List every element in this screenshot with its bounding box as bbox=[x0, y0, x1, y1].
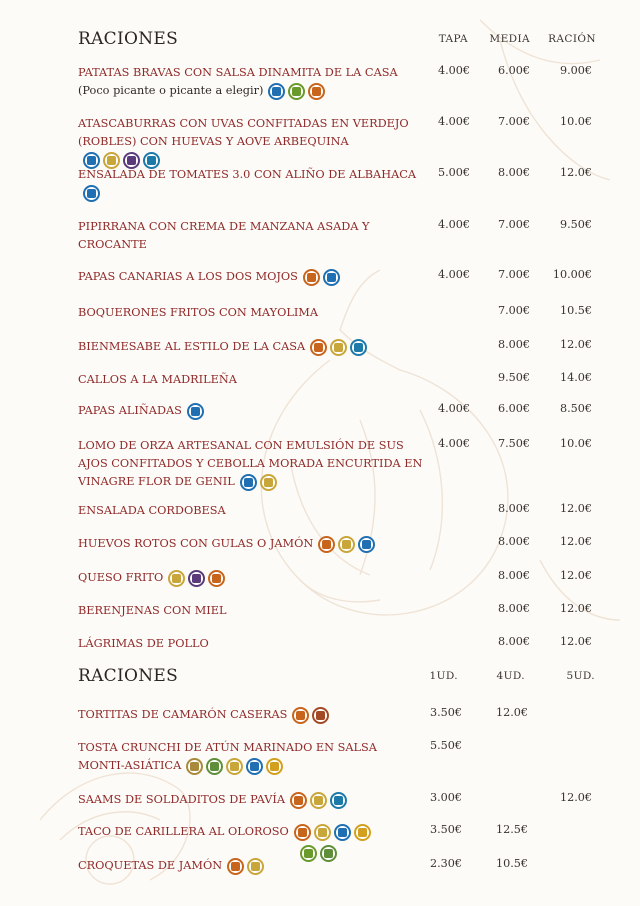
price-racion: 10.0€ bbox=[559, 437, 592, 450]
price-tapa: 4.00€ bbox=[437, 437, 470, 450]
menu-item-note: (Poco picante o picante a elegir) bbox=[78, 84, 264, 97]
price-media: 7.00€ bbox=[497, 304, 530, 317]
spicy-icon bbox=[294, 824, 311, 841]
mustard-icon bbox=[266, 758, 283, 775]
gluten-free-icon bbox=[240, 474, 257, 491]
gluten-free-icon bbox=[323, 269, 340, 286]
menu-item bbox=[78, 268, 423, 286]
menu-item bbox=[78, 402, 423, 420]
price-racion: 9.50€ bbox=[559, 218, 592, 231]
crustacean-icon bbox=[312, 707, 329, 724]
allergen-icons bbox=[186, 758, 283, 775]
gluten-free-icon bbox=[246, 758, 263, 775]
gluten-free-icon bbox=[83, 185, 100, 202]
col-header-5ud: 5UD. bbox=[566, 670, 595, 682]
menu-item-name: ENSALADA CORDOBESA bbox=[78, 504, 226, 517]
price-tapa: 4.00€ bbox=[437, 64, 470, 77]
gluten-free-icon bbox=[187, 403, 204, 420]
price-media: 6.00€ bbox=[497, 402, 530, 415]
menu-item bbox=[78, 535, 423, 553]
allergen-icons bbox=[290, 792, 347, 809]
egg-icon bbox=[338, 536, 355, 553]
menu-item-name: PAPAS ALIÑADAS bbox=[78, 404, 182, 417]
price-tapa: 4.00€ bbox=[437, 218, 470, 231]
menu-item bbox=[78, 739, 423, 775]
spicy-icon bbox=[303, 269, 320, 286]
price-tapa: 4.00€ bbox=[437, 115, 470, 128]
allergen-icons bbox=[303, 269, 340, 286]
menu-item bbox=[78, 502, 423, 520]
soy-icon bbox=[186, 758, 203, 775]
menu-item bbox=[78, 857, 423, 875]
price-racion: 12.0€ bbox=[559, 535, 592, 548]
price-racion: 10.00€ bbox=[552, 268, 592, 281]
price-media: 8.00€ bbox=[497, 338, 530, 351]
price-tapa: 4.00€ bbox=[437, 268, 470, 281]
menu-item-name: TOSTA CRUNCHI DE ATÚN MARINADO EN SALSA MONTI-ASIÁTICA bbox=[78, 741, 377, 772]
price-1ud: 3.00€ bbox=[429, 791, 462, 804]
price-media: 7.50€ bbox=[497, 437, 530, 450]
menu-item-name: BERENJENAS CON MIEL bbox=[78, 604, 227, 617]
price-media: 7.00€ bbox=[497, 268, 530, 281]
col-header-media: MEDIA bbox=[489, 33, 530, 45]
allergen-icons bbox=[294, 824, 371, 841]
price-4ud: 12.5€ bbox=[495, 823, 528, 836]
section2-title: RACIONES bbox=[78, 666, 179, 686]
egg-icon bbox=[168, 570, 185, 587]
price-1ud: 3.50€ bbox=[429, 823, 462, 836]
allergen-icons bbox=[168, 570, 225, 587]
menu-item-name: HUEVOS ROTOS CON GULAS O JAMÓN bbox=[78, 537, 314, 550]
col-header-tapa: TAPA bbox=[438, 33, 468, 45]
allergen-icons bbox=[292, 707, 329, 724]
fish-icon bbox=[188, 570, 205, 587]
price-media: 8.00€ bbox=[497, 502, 530, 515]
menu-item-name: PIPIRRANA CON CREMA DE MANZANA ASADA Y CROCANTE bbox=[78, 220, 370, 251]
col-header-racion: RACIÓN bbox=[548, 33, 596, 45]
spicy-icon bbox=[227, 858, 244, 875]
price-racion: 12.0€ bbox=[559, 635, 592, 648]
gluten-free-icon bbox=[358, 536, 375, 553]
spicy-icon bbox=[308, 83, 325, 100]
menu-item bbox=[78, 115, 423, 169]
price-1ud: 2.30€ bbox=[429, 857, 462, 870]
price-4ud: 10.5€ bbox=[495, 857, 528, 870]
price-media: 8.00€ bbox=[497, 535, 530, 548]
allergen-icons bbox=[240, 474, 277, 491]
menu-item bbox=[78, 569, 423, 587]
menu-item bbox=[78, 338, 423, 356]
allergen-icons bbox=[227, 858, 264, 875]
price-media: 8.00€ bbox=[497, 635, 530, 648]
sulphite-icon bbox=[350, 339, 367, 356]
menu-item bbox=[78, 437, 423, 491]
menu-item bbox=[78, 635, 423, 653]
spicy-icon bbox=[318, 536, 335, 553]
price-racion: 12.0€ bbox=[559, 338, 592, 351]
menu-item-name: PAPAS CANARIAS A LOS DOS MOJOS bbox=[78, 270, 298, 283]
price-media: 7.00€ bbox=[497, 218, 530, 231]
allergen-icons bbox=[318, 536, 375, 553]
price-media: 8.00€ bbox=[497, 569, 530, 582]
egg-icon bbox=[247, 858, 264, 875]
celery-icon bbox=[320, 845, 337, 862]
vegan-icon bbox=[300, 845, 317, 862]
menu-item bbox=[78, 218, 423, 254]
price-tapa: 5.00€ bbox=[437, 166, 470, 179]
price-racion: 12.0€ bbox=[559, 569, 592, 582]
section1-title: RACIONES bbox=[78, 29, 179, 49]
egg-icon bbox=[330, 339, 347, 356]
price-media: 8.00€ bbox=[497, 166, 530, 179]
menu-item-name: CALLOS A LA MADRILEÑA bbox=[78, 373, 237, 386]
allergen-icons bbox=[83, 185, 100, 202]
menu-item bbox=[78, 602, 423, 620]
menu-item-name: BOQUERONES FRITOS CON MAYOLIMA bbox=[78, 306, 319, 319]
menu-item bbox=[78, 706, 423, 724]
egg-icon bbox=[260, 474, 277, 491]
menu-item-name: TORTITAS DE CAMARÓN CASERAS bbox=[78, 708, 288, 721]
allergen-icons bbox=[268, 83, 325, 100]
menu-item-name: ENSALADA DE TOMATES 3.0 CON ALIÑO DE ALBAHACA bbox=[78, 168, 417, 181]
sulphite-icon bbox=[330, 792, 347, 809]
col-header-4ud: 4UD. bbox=[496, 670, 525, 682]
menu-item bbox=[78, 823, 423, 841]
price-racion: 14.0€ bbox=[559, 371, 592, 384]
price-media: 9.50€ bbox=[497, 371, 530, 384]
egg-icon bbox=[226, 758, 243, 775]
menu-item-name: CROQUETAS DE JAMÓN bbox=[78, 859, 223, 872]
vegan-icon bbox=[288, 83, 305, 100]
price-racion: 12.0€ bbox=[559, 502, 592, 515]
price-1ud: 3.50€ bbox=[429, 706, 462, 719]
menu-item-name: PATATAS BRAVAS CON SALSA DINAMITA DE LA CASA bbox=[78, 66, 398, 79]
price-media: 8.00€ bbox=[497, 602, 530, 615]
price-4ud: 12.0€ bbox=[495, 706, 528, 719]
menu-item-name: SAAMS DE SOLDADITOS DE PAVÍA bbox=[78, 793, 286, 806]
price-racion: 8.50€ bbox=[559, 402, 592, 415]
menu-item bbox=[78, 64, 423, 100]
egg-icon bbox=[310, 792, 327, 809]
menu-item bbox=[78, 166, 423, 202]
celery-icon bbox=[206, 758, 223, 775]
menu-item-name: TACO DE CARILLERA AL OLOROSO bbox=[78, 825, 289, 838]
egg-icon bbox=[314, 824, 331, 841]
gluten-free-icon bbox=[268, 83, 285, 100]
spicy-icon bbox=[208, 570, 225, 587]
price-racion: 10.0€ bbox=[559, 115, 592, 128]
menu-item-name: QUESO FRITO bbox=[78, 571, 164, 584]
spicy-icon bbox=[290, 792, 307, 809]
price-tapa: 4.00€ bbox=[437, 402, 470, 415]
gluten-free-icon bbox=[334, 824, 351, 841]
price-5ud: 12.0€ bbox=[559, 791, 592, 804]
menu-item bbox=[78, 304, 423, 322]
price-media: 7.00€ bbox=[497, 115, 530, 128]
spicy-icon bbox=[292, 707, 309, 724]
price-1ud: 5.50€ bbox=[429, 739, 462, 752]
price-racion: 10.5€ bbox=[559, 304, 592, 317]
price-racion: 12.0€ bbox=[559, 602, 592, 615]
menu-item-name: BIENMESABE AL ESTILO DE LA CASA bbox=[78, 340, 306, 353]
menu-item bbox=[78, 791, 423, 809]
price-racion: 12.0€ bbox=[559, 166, 592, 179]
allergen-icons bbox=[187, 403, 204, 420]
allergen-icons bbox=[310, 339, 367, 356]
menu-item-name: LÁGRIMAS DE POLLO bbox=[78, 637, 209, 650]
price-racion: 9.00€ bbox=[559, 64, 592, 77]
price-media: 6.00€ bbox=[497, 64, 530, 77]
menu-item bbox=[78, 371, 423, 389]
spicy-icon bbox=[310, 339, 327, 356]
allergen-icons-extra bbox=[300, 845, 337, 862]
col-header-1ud: 1UD. bbox=[429, 670, 458, 682]
menu-item-name: ATASCABURRAS CON UVAS CONFITADAS EN VERDEJO (ROBLES) CON HUEVAS Y AOVE ARBEQUINA bbox=[78, 117, 409, 148]
mustard-icon bbox=[354, 824, 371, 841]
menu-item-name: LOMO DE ORZA ARTESANAL CON EMULSIÓN DE SUS AJOS CONFITADOS Y CEBOLLA MORADA ENCURTIDA EN VINAGRE FLOR DE GENIL bbox=[78, 439, 423, 488]
